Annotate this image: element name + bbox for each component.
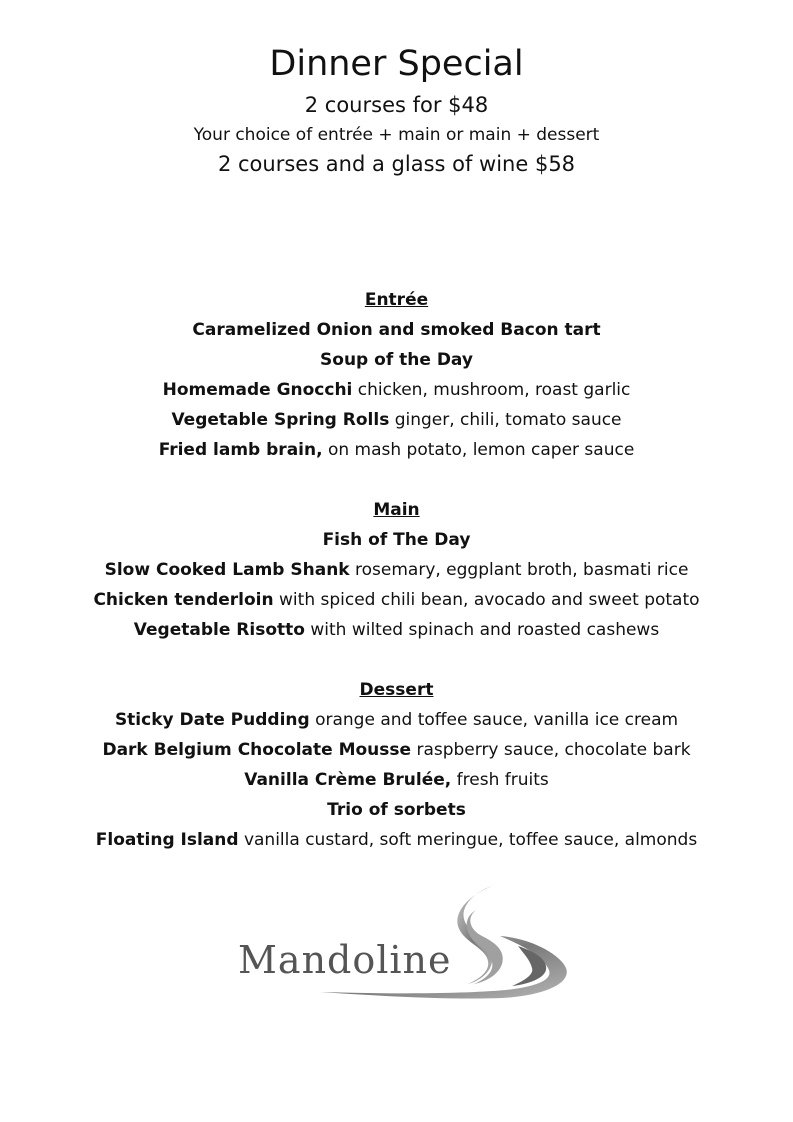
section-main [0,495,793,645]
logo-text: Mandoline [238,938,452,982]
menu-item [0,585,793,615]
menu-item-name: Slow Cooked Lamb Shank [104,560,350,580]
menu-item [0,555,793,585]
menu-item-name: Vanilla Crème Brulée, [244,770,452,790]
menu-item [0,795,793,825]
menu-item-name: Dark Belgium Chocolate Mousse [102,740,412,760]
offer-two-courses: 2 courses for $48 [304,93,489,117]
menu-item-name: Vegetable Spring Rolls [171,410,390,430]
menu-item [0,825,793,855]
menu-item-desc: orange and toffee sauce, vanilla ice cream [309,710,679,730]
menu-item-name: Homemade Gnocchi [162,380,353,400]
menu-item [0,735,793,765]
menu-item-desc: fresh fruits [451,770,549,790]
menu-item [0,615,793,645]
menu-item-name: Vegetable Risotto [133,620,305,640]
section-title-main: Main [373,500,420,520]
menu-item-desc: ginger, chili, tomato sauce [389,410,622,430]
menu-item-desc: with spiced chili bean, avocado and sweet potato [273,590,700,610]
menu-item-desc: on mash potato, lemon caper sauce [322,440,635,460]
menu-item-name: Floating Island [95,830,239,850]
menu-item-desc: rosemary, eggplant broth, basmati rice [349,560,689,580]
menu-item [0,345,793,375]
section-entree [0,285,793,465]
menu-item-desc: raspberry sauce, chocolate bark [411,740,691,760]
choice-note: Your choice of entrée + main or main + dessert [193,125,600,145]
menu-item-desc: chicken, mushroom, roast garlic [352,380,631,400]
menu-body [0,285,793,885]
menu-item [0,765,793,795]
offer-with-wine: 2 courses and a glass of wine $58 [217,152,576,176]
section-dessert [0,675,793,855]
section-title-dessert: Dessert [359,680,434,700]
menu-item-name: Soup of the Day [320,350,473,370]
section-title-entree: Entrée [364,290,429,310]
menu-item-name: Sticky Date Pudding [114,710,310,730]
menu-item [0,315,793,345]
mandoline-logo [230,880,580,1005]
menu-item-name: Trio of sorbets [327,800,466,820]
menu-item-desc: vanilla custard, soft meringue, toffee sauce, almonds [238,830,698,850]
menu-item [0,705,793,735]
menu-item-name: Fried lamb brain, [158,440,323,460]
page-title: Dinner Special [269,44,524,84]
menu-item [0,375,793,405]
menu-item-name: Chicken tenderloin [93,590,274,610]
menu-item-name: Fish of The Day [322,530,471,550]
menu-item-name: Caramelized Onion and smoked Bacon tart [192,320,601,340]
menu-header [0,42,793,179]
menu-item [0,435,793,465]
menu-item-desc: with wilted spinach and roasted cashews [304,620,660,640]
menu-item [0,405,793,435]
menu-item [0,525,793,555]
